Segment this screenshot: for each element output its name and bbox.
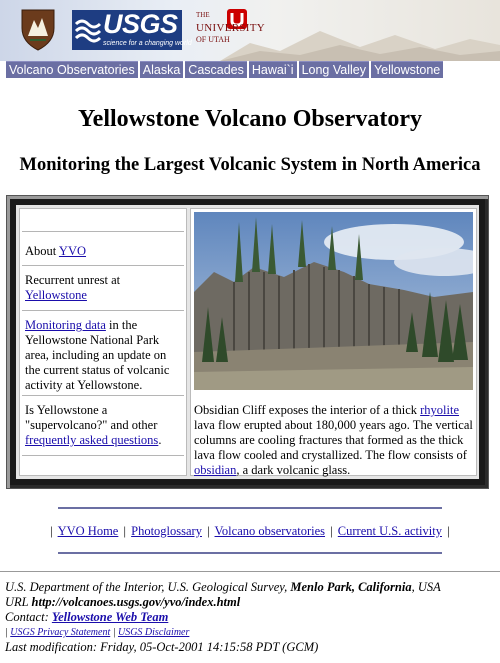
university-of-utah-logo-icon[interactable]	[196, 8, 265, 54]
caption-text-1: Obsidian Cliff exposes the interior of a thick	[194, 403, 421, 417]
disclaimer-link[interactable]: USGS Disclaimer	[117, 627, 190, 638]
yellowstone-unrest-link[interactable]: Yellowstone	[25, 288, 87, 302]
sidebar-item-faq	[25, 403, 183, 448]
privacy-statement-link[interactable]: USGS Privacy Statement	[10, 627, 111, 638]
footer-address	[5, 580, 441, 655]
sidebar-divider	[22, 310, 184, 311]
obsidian-cliff-photo[interactable]	[194, 212, 473, 390]
sidebar-divider	[22, 231, 184, 232]
caption-text-2: lava flow erupted about 180,000 years ago. The vertical columns are cooling fractures that formed as the thick lava flow cooled and crystallized. The flow consists of	[194, 418, 473, 462]
url-label: URL	[5, 595, 32, 609]
monitoring-text: in the Yellowstone National Park area, including an update on the current status of volcanic activity at Yellowstone.	[25, 318, 170, 392]
legal-separator: |	[112, 627, 116, 638]
frame-inner	[16, 205, 479, 479]
about-prefix: About	[25, 244, 59, 258]
sidebar-divider	[22, 395, 184, 396]
faq-suffix: .	[158, 433, 162, 447]
supervolcano-text: Is Yellowstone a "supervolcano?" and other	[25, 403, 158, 432]
current-us-activity-link[interactable]: Current U.S. activity	[337, 524, 442, 538]
sidebar-item-monitoring	[25, 318, 183, 393]
photoglossary-link[interactable]: Photoglossary	[131, 524, 202, 538]
country-text: , USA	[411, 580, 441, 594]
about-yvo-link[interactable]: YVO	[58, 244, 87, 258]
yvo-home-link[interactable]: YVO Home	[57, 524, 119, 538]
sidebar-links	[19, 208, 187, 476]
footer-line-contact	[5, 610, 441, 625]
footer-line-legal	[5, 625, 441, 640]
nav-separator: |	[207, 524, 210, 538]
utah-university: UNIVERSITY	[196, 22, 265, 34]
sidebar-item-unrest	[25, 273, 183, 303]
nav-separator: |	[447, 524, 450, 538]
divider-rule	[58, 552, 442, 554]
tab-alaska[interactable]: Alaska	[140, 61, 184, 78]
faq-link[interactable]: frequently asked questions	[25, 433, 159, 447]
nps-arrowhead-icon[interactable]	[20, 6, 56, 52]
agency-text: U.S. Department of the Interior, U.S. Geological Survey,	[5, 580, 291, 594]
tab-yellowstone[interactable]: Yellowstone	[371, 61, 443, 78]
feature-panel	[190, 208, 477, 476]
legal-separator: |	[5, 627, 8, 638]
tab-long-valley[interactable]: Long Valley	[299, 61, 369, 78]
web-team-link[interactable]: Yellowstone Web Team	[51, 610, 169, 624]
footer-rule	[0, 571, 500, 572]
sidebar-item-about	[25, 244, 183, 259]
page-title: Yellowstone Volcano Observatory	[78, 106, 422, 132]
footer-line-url	[5, 595, 441, 610]
monitoring-data-link[interactable]: Monitoring data	[25, 318, 106, 332]
tab-volcano-observatories[interactable]: Volcano Observatories	[6, 61, 138, 78]
contact-label: Contact:	[5, 610, 52, 624]
nav-separator: |	[330, 524, 333, 538]
usgs-wordmark: USGS	[103, 9, 178, 39]
divider-rule	[58, 507, 442, 509]
volcano-observatories-link[interactable]: Volcano observatories	[214, 524, 326, 538]
utah-of: OF UTAH	[196, 35, 230, 44]
nav-separator: |	[50, 524, 53, 538]
footer-line-agency	[5, 580, 441, 595]
main-content-frame	[6, 195, 489, 489]
tab-cascades[interactable]: Cascades	[185, 61, 247, 78]
nav-separator: |	[123, 524, 126, 538]
unrest-text: Recurrent unrest at	[25, 273, 121, 287]
usgs-tagline: science for a changing world	[103, 40, 192, 47]
caption-text-3: , a dark volcanic glass.	[236, 463, 351, 477]
observatory-nav	[6, 61, 445, 78]
header-banner	[0, 0, 500, 61]
rhyolite-link[interactable]: rhyolite	[420, 403, 460, 417]
utah-the: THE	[196, 11, 210, 19]
location-text: Menlo Park, California	[290, 580, 412, 594]
obsidian-link[interactable]: obsidian	[194, 463, 237, 477]
page-subtitle: Monitoring the Largest Volcanic System in North America	[19, 155, 481, 175]
tab-hawaii[interactable]: Hawai`i	[249, 61, 297, 78]
photo-caption	[194, 403, 474, 478]
footer-nav	[0, 524, 500, 539]
sidebar-divider	[22, 265, 184, 266]
sidebar-divider	[22, 455, 184, 456]
footer-last-modified: Last modification: Friday, 05-Oct-2001 14:15:58 PDT (GCM)	[5, 640, 319, 654]
url-value: http://volcanoes.usgs.gov/yvo/index.html	[31, 595, 241, 609]
